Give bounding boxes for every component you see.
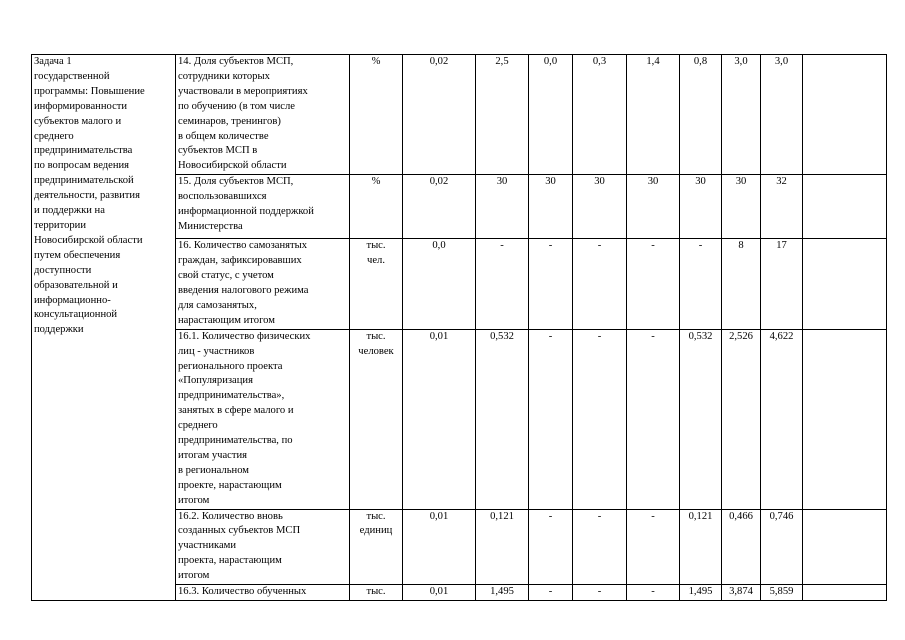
value-cell: 0,8 <box>680 55 722 175</box>
value-cell: - <box>573 329 627 509</box>
value-cell: - <box>529 239 573 329</box>
unit-cell: % <box>350 55 403 175</box>
value-cell: 0,01 <box>403 509 476 585</box>
indicator-name-cell: 16.3. Количество обученных <box>176 585 350 601</box>
value-cell: - <box>627 239 680 329</box>
value-cell: - <box>627 509 680 585</box>
value-cell: - <box>573 509 627 585</box>
value-cell <box>803 55 887 175</box>
value-cell: 0,02 <box>403 175 476 239</box>
value-cell: 1,4 <box>627 55 680 175</box>
value-cell: - <box>573 239 627 329</box>
value-cell: - <box>476 239 529 329</box>
value-cell: - <box>529 329 573 509</box>
value-cell: 1,495 <box>476 585 529 601</box>
indicator-name-cell: 16. Количество самозанятых граждан, зафиксировавших свой статус, с учетом введения налогового режима для самозанятых, нарастающим итогом <box>176 239 350 329</box>
value-cell: - <box>529 509 573 585</box>
value-cell: 30 <box>627 175 680 239</box>
value-cell: 30 <box>476 175 529 239</box>
value-cell: 0,532 <box>476 329 529 509</box>
value-cell: 0,121 <box>680 509 722 585</box>
value-cell: 0,746 <box>761 509 803 585</box>
value-cell: 2,526 <box>722 329 761 509</box>
unit-cell: тыс. <box>350 585 403 601</box>
value-cell: 3,0 <box>722 55 761 175</box>
value-cell: 3,0 <box>761 55 803 175</box>
value-cell <box>803 329 887 509</box>
value-cell: 5,859 <box>761 585 803 601</box>
value-cell: 30 <box>680 175 722 239</box>
unit-cell: тыс. единиц <box>350 509 403 585</box>
value-cell: 0,01 <box>403 585 476 601</box>
value-cell: 0,121 <box>476 509 529 585</box>
value-cell: 8 <box>722 239 761 329</box>
value-cell: 0,01 <box>403 329 476 509</box>
value-cell <box>803 585 887 601</box>
value-cell: 30 <box>722 175 761 239</box>
value-cell: 0,02 <box>403 55 476 175</box>
indicator-name-cell: 16.1. Количество физических лиц - участников регионального проекта «Популяризация предпринимательства», занятых в сфере малого и среднего предпринимательства, по итогам участия в региональном проекте, нарастающим итогом <box>176 329 350 509</box>
value-cell <box>803 239 887 329</box>
value-cell: - <box>680 239 722 329</box>
value-cell: 0,3 <box>573 55 627 175</box>
value-cell: 30 <box>529 175 573 239</box>
value-cell: 0,466 <box>722 509 761 585</box>
value-cell: - <box>627 585 680 601</box>
indicator-name-cell: 14. Доля субъектов МСП, сотрудники которых участвовали в мероприятиях по обучению (в том числе семинаров, тренингов) в общем количестве субъектов МСП в Новосибирской области <box>176 55 350 175</box>
value-cell <box>803 509 887 585</box>
value-cell: 17 <box>761 239 803 329</box>
value-cell: 2,5 <box>476 55 529 175</box>
indicator-name-cell: 15. Доля субъектов МСП, воспользовавшихся информационной поддержкой Министерства <box>176 175 350 239</box>
value-cell: - <box>573 585 627 601</box>
unit-cell: тыс. человек <box>350 329 403 509</box>
indicators-table <box>31 54 887 601</box>
value-cell: 32 <box>761 175 803 239</box>
value-cell: 0,532 <box>680 329 722 509</box>
table-row <box>32 55 887 175</box>
value-cell: - <box>627 329 680 509</box>
value-cell: 30 <box>573 175 627 239</box>
task-description-cell: Задача 1 государственной программы: Повышение информированности субъектов малого и среднего предпринимательства по вопросам ведения предпринимательской деятельности, развития и поддержки на территории Новосибирской области путем обеспечения доступности образовательной и информационно- консультационной поддержки <box>32 55 176 601</box>
indicator-name-cell: 16.2. Количество вновь созданных субъектов МСП участниками проекта, нарастающим итогом <box>176 509 350 585</box>
unit-cell: тыс. чел. <box>350 239 403 329</box>
value-cell: - <box>529 585 573 601</box>
value-cell: 4,622 <box>761 329 803 509</box>
unit-cell: % <box>350 175 403 239</box>
value-cell: 0,0 <box>529 55 573 175</box>
value-cell: 0,0 <box>403 239 476 329</box>
value-cell <box>803 175 887 239</box>
value-cell: 3,874 <box>722 585 761 601</box>
value-cell: 1,495 <box>680 585 722 601</box>
